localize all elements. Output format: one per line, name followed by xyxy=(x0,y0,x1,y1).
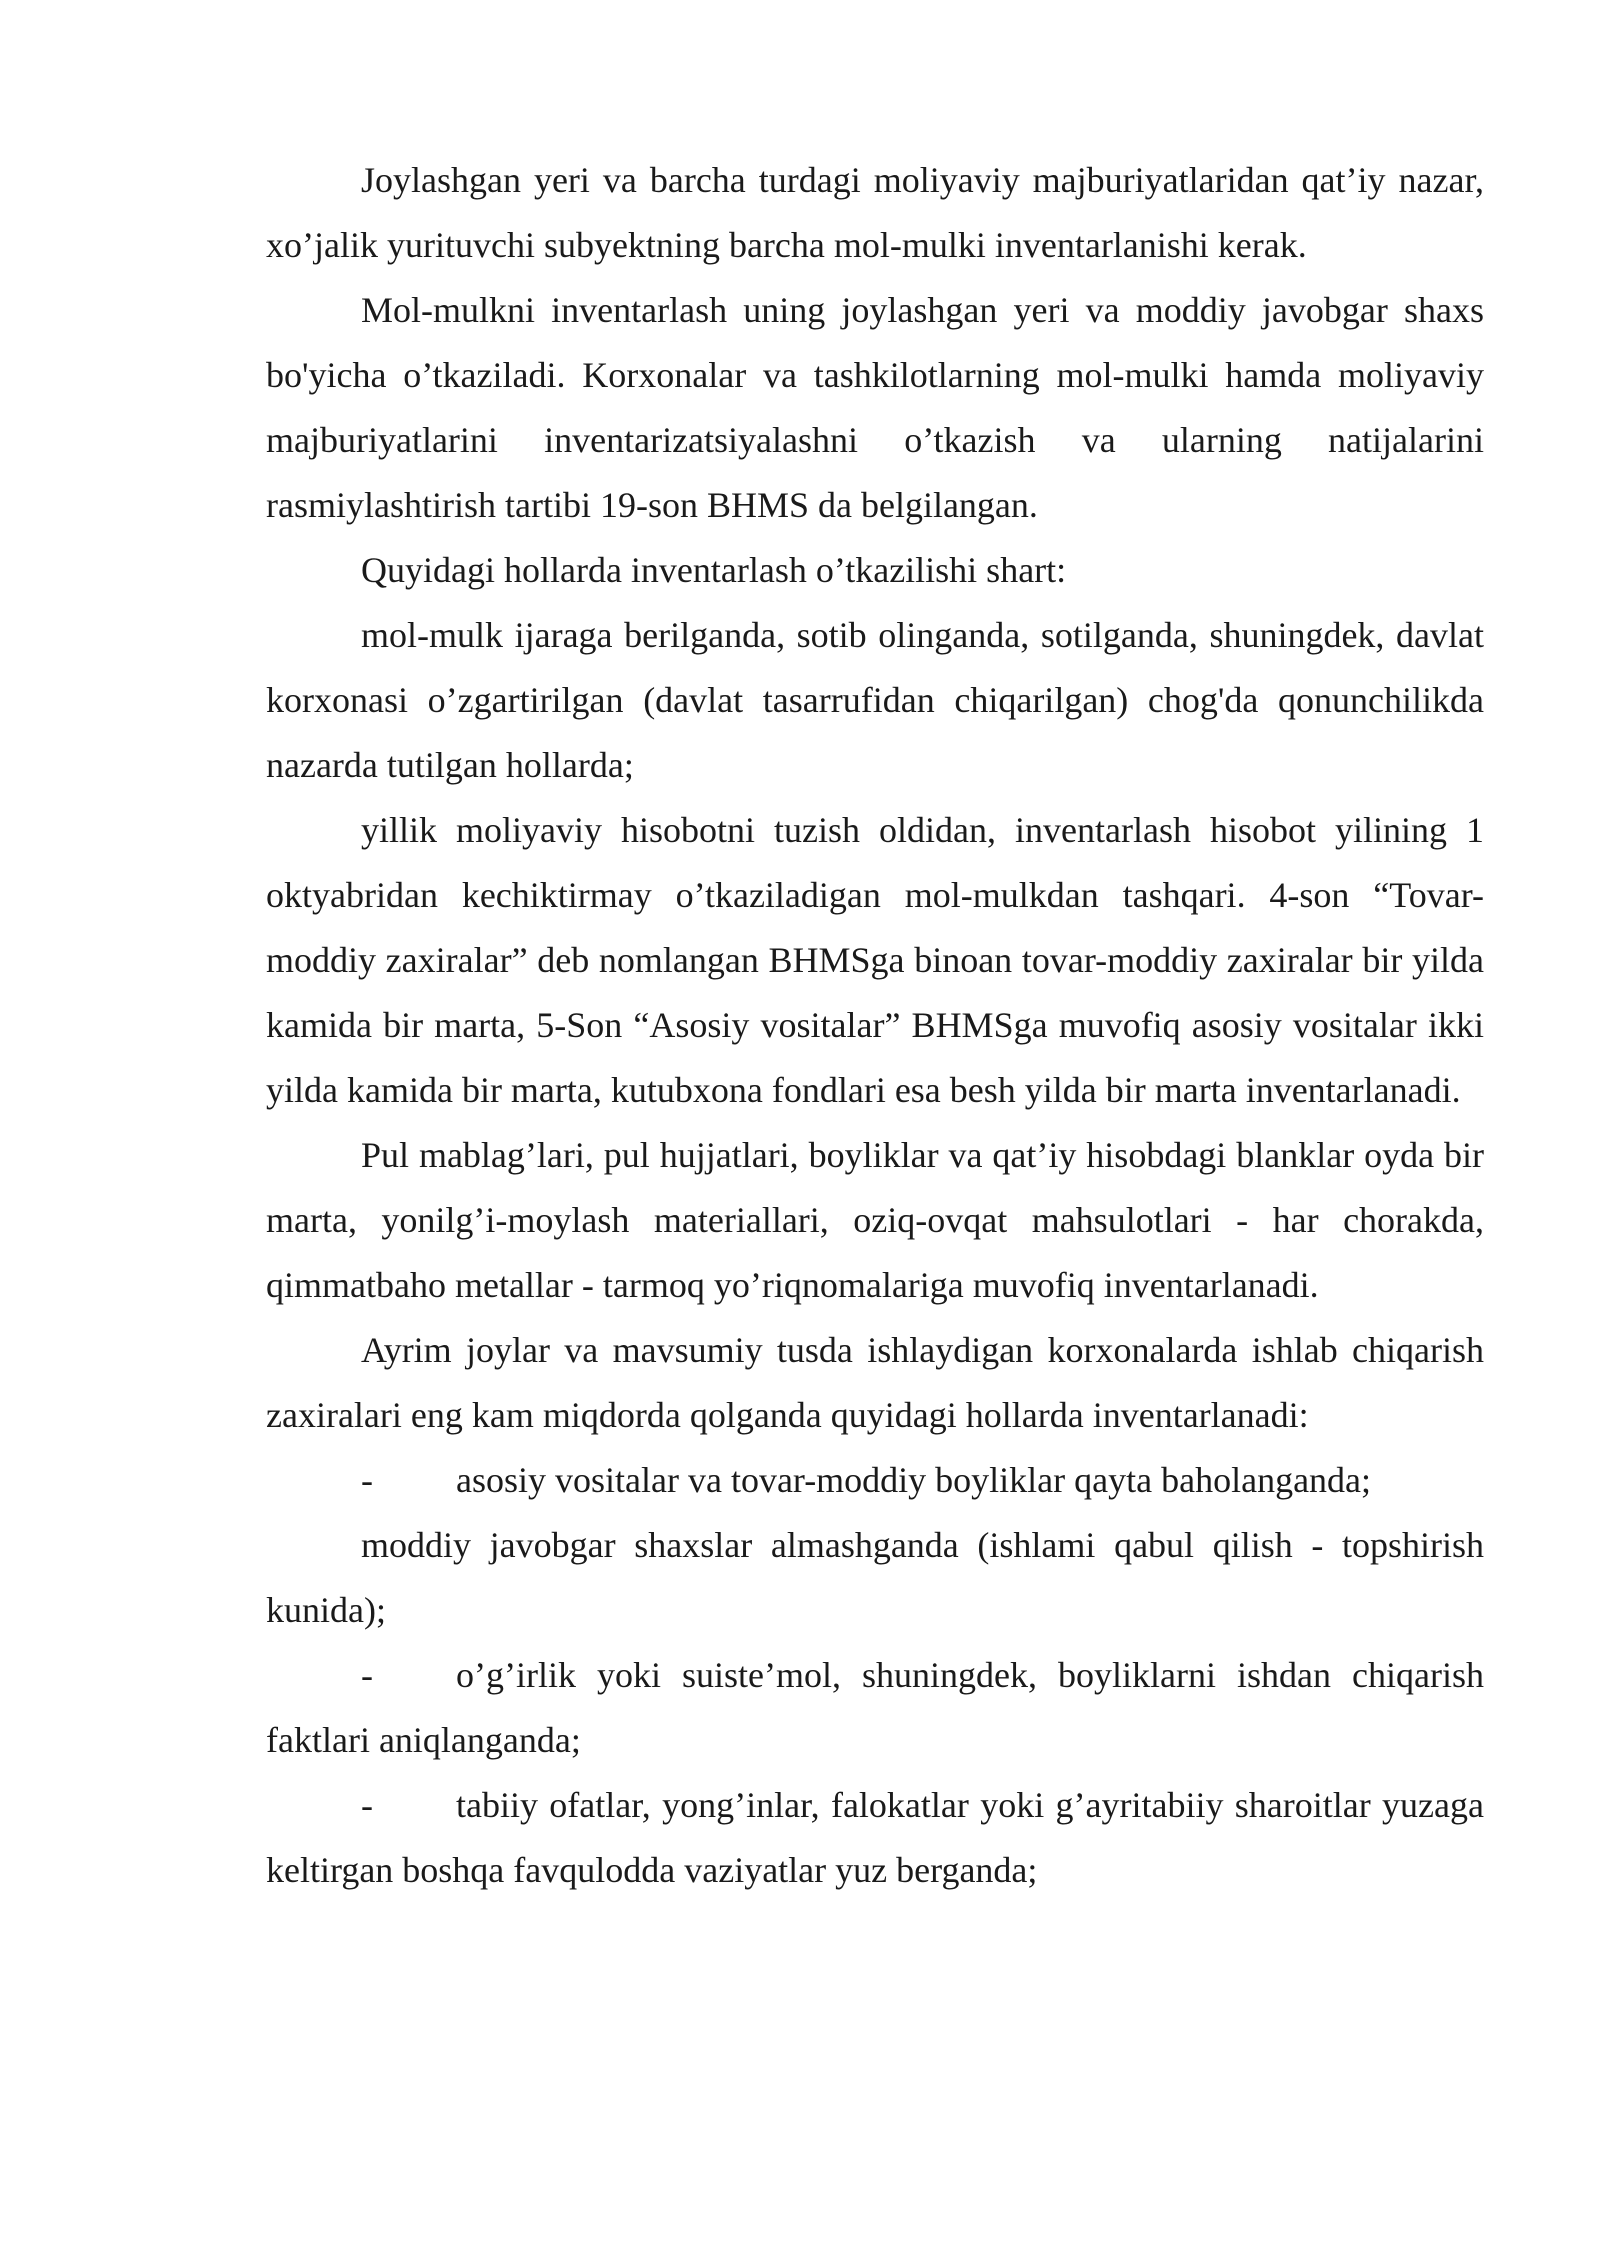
list-item-2 xyxy=(266,1643,1484,1773)
list-item-1 xyxy=(266,1448,1484,1513)
paragraph-6: Pul mablag’lari, pul hujjatlari, boyliklar va qat’iy hisobdagi blanklar oyda bir marta, yonilg’i-moylash materiallari, oziq-ovqat mahsulotlari - har chorakda, qimmatbaho metallar - tarmoq yo’riqnomalariga muvofiq inventarlanadi. xyxy=(266,1135,1484,1305)
paragraph-1: Joylashgan yeri va barcha turdagi moliyaviy majburiyatlaridan qat’iy nazar, xo’jalik yurituvchi subyektning barcha mol-mulki inventarlanishi kerak. xyxy=(266,160,1484,265)
list-marker: - xyxy=(361,1655,373,1695)
paragraph-5: yillik moliyaviy hisobotni tuzish oldidan, inventarlash hisobot yilining 1 oktyabridan kechiktirmay o’tkaziladigan mol-mulkdan tashqari. 4-son “Tovar-moddiy zaxiralar” deb nomlangan BHMSga binoan tovar-moddiy zaxiralar bir yilda kamida bir marta, 5-Son “Asosiy vositalar” BHMSga muvofiq asosiy vositalar ikki yilda kamida bir marta, kutubxona fondlari esa besh yilda bir marta inventarlanadi. xyxy=(266,810,1484,1110)
paragraph-7: Ayrim joylar va mavsumiy tusda ishlaydigan korxonalarda ishlab chiqarish zaxiralari eng kam miqdorda qolganda quyidagi hollarda inventarlanadi: xyxy=(266,1330,1484,1435)
list-item-text: tabiiy ofatlar, yong’inlar, falokatlar yoki g’ayritabiiy sharoitlar yuzaga keltirgan boshqa favqulodda vaziyatlar yuz berganda; xyxy=(266,1785,1484,1890)
paragraph-3: Quyidagi hollarda inventarlash o’tkazilishi shart: xyxy=(361,550,1067,590)
list-marker: - xyxy=(361,1460,373,1500)
paragraph-2: Mol-mulkni inventarlash uning joylashgan yeri va moddiy javobgar shaxs bo'yicha o’tkaziladi. Korxonalar va tashkilotlarning mol-mulki hamda moliyaviy majburiyatlarini inventarizatsiyalashni o’tkazish va ularning natijalarini rasmiylashtirish tartibi 19-son BHMS da belgilangan. xyxy=(266,290,1484,525)
list-item-3 xyxy=(266,1773,1484,1903)
document-body xyxy=(266,148,1484,1903)
list-item-text: o’g’irlik yoki suiste’mol, shuningdek, boyliklarni ishdan chiqarish faktlari aniqlanganda; xyxy=(266,1655,1484,1760)
paragraph-8: moddiy javobgar shaxslar almashganda (ishlami qabul qilish - topshirish kunida); xyxy=(266,1525,1484,1630)
list-item-text: asosiy vositalar va tovar-moddiy boyliklar qayta baholanganda; xyxy=(456,1460,1372,1500)
list-marker: - xyxy=(361,1785,373,1825)
paragraph-4: mol-mulk ijaraga berilganda, sotib olinganda, sotilganda, shuningdek, davlat korxonasi o’zgartirilgan (davlat tasarrufidan chiqarilgan) chog'da qonunchilikda nazarda tutilgan hollarda; xyxy=(266,615,1484,785)
